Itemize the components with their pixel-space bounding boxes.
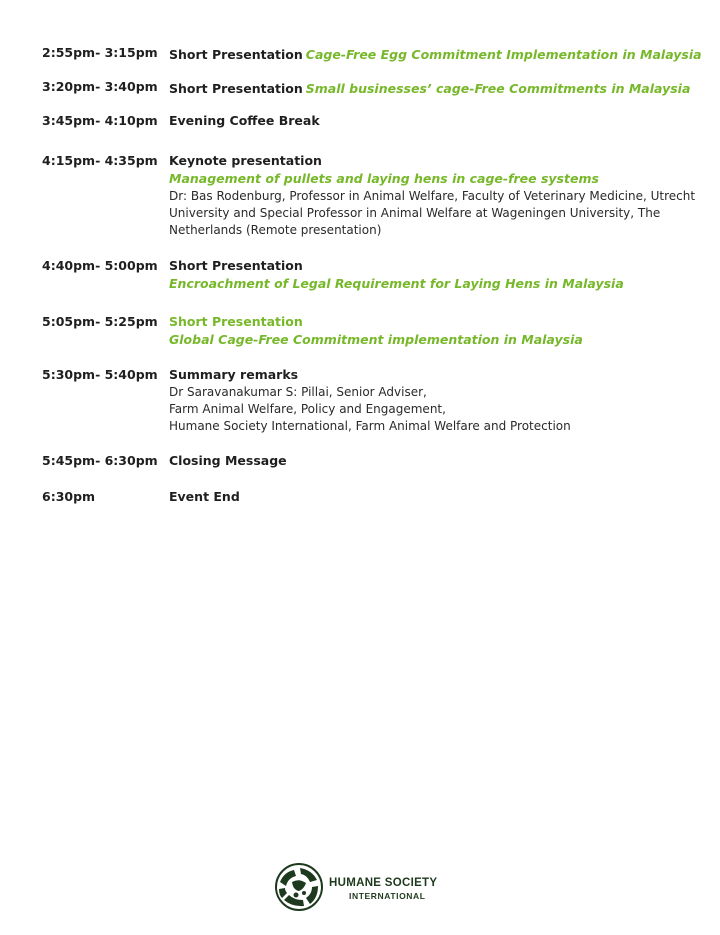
session-label: Closing Message <box>169 453 287 468</box>
agenda-content <box>169 366 684 435</box>
speaker-detail-line: Dr: Bas Rodenburg, Professor in Animal Welfare, Faculty of Veterinary Medicine, Utrecht <box>169 189 696 203</box>
globe-animals-icon <box>274 862 324 912</box>
hsi-logo <box>274 862 474 916</box>
session-label: Event End <box>169 489 240 504</box>
session-label: Short Presentation <box>169 258 303 273</box>
agenda-time: 2:55pm- 3:15pm <box>42 45 158 60</box>
speaker-detail-line: Dr Saravanakumar S: Pillai, Senior Adviser, <box>169 385 427 399</box>
agenda-time: 5:45pm- 6:30pm <box>42 453 158 468</box>
session-label: Short Presentation <box>169 314 303 329</box>
session-label: Summary remarks <box>169 367 299 382</box>
session-label: Short Presentation <box>169 81 303 96</box>
agenda-content <box>169 488 684 506</box>
session-label: Evening Coffee Break <box>169 113 320 128</box>
session-label: Short Presentation <box>169 47 303 62</box>
logo-line2: INTERNATIONAL <box>349 891 426 901</box>
agenda-time: 4:40pm- 5:00pm <box>42 258 158 273</box>
agenda-content <box>169 452 684 470</box>
logo-wordmark <box>329 876 437 902</box>
agenda-content <box>169 78 691 98</box>
agenda-time: 5:30pm- 5:40pm <box>42 367 158 382</box>
session-title: Cage-Free Egg Commitment Implementation in Malaysia <box>305 47 702 62</box>
agenda-content <box>169 44 702 64</box>
speaker-detail-line: Netherlands (Remote presentation) <box>169 223 382 237</box>
agenda-time: 3:20pm- 3:40pm <box>42 79 158 94</box>
session-label: Keynote presentation <box>169 153 322 168</box>
session-title: Small businesses’ cage-Free Commitments in Malaysia <box>305 81 691 96</box>
agenda-content <box>169 112 684 130</box>
speaker-detail-line: Farm Animal Welfare, Policy and Engagement, <box>169 402 446 416</box>
agenda-content <box>169 313 684 349</box>
speaker-details <box>169 384 684 435</box>
agenda-time: 3:45pm- 4:10pm <box>42 113 158 128</box>
agenda-time: 5:05pm- 5:25pm <box>42 314 158 329</box>
session-title: Encroachment of Legal Requirement for Laying Hens in Malaysia <box>169 276 624 291</box>
speaker-detail-line: University and Special Professor in Animal Welfare at Wageningen University, The <box>169 206 661 220</box>
speaker-details <box>169 188 696 239</box>
agenda-time: 6:30pm <box>42 489 96 504</box>
agenda-content <box>169 152 696 239</box>
agenda-content <box>169 257 684 293</box>
session-title: Management of pullets and laying hens in cage-free systems <box>169 171 599 186</box>
speaker-detail-line: Humane Society International, Farm Animal Welfare and Protection <box>169 419 571 433</box>
agenda-time: 4:15pm- 4:35pm <box>42 153 158 168</box>
logo-line1: HUMANE SOCIETY <box>329 877 438 889</box>
session-title: Global Cage-Free Commitment implementation in Malaysia <box>169 332 583 347</box>
